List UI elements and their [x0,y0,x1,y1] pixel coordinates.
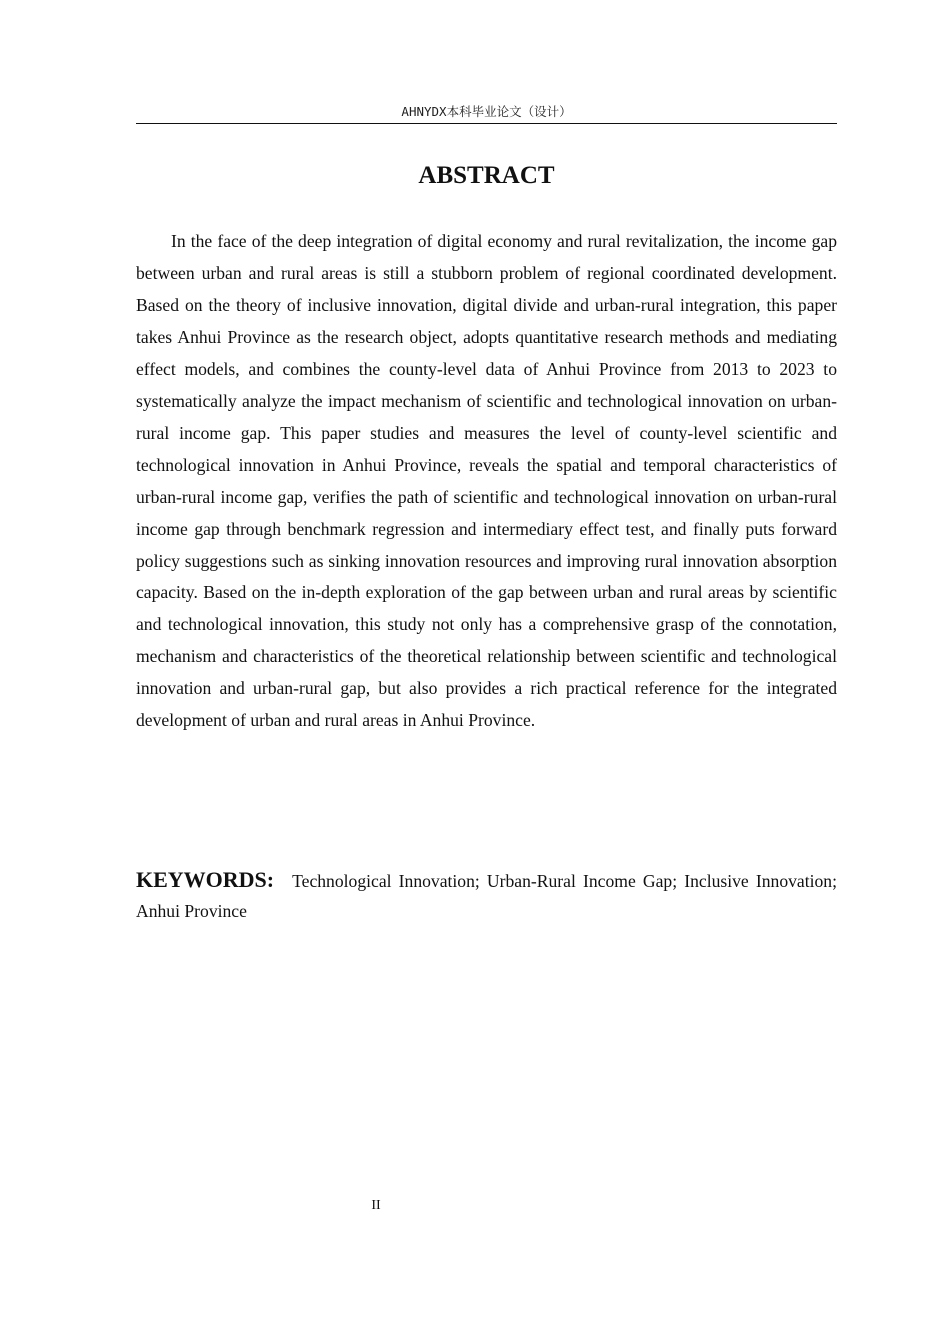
keywords-label: KEYWORDS: [136,867,275,892]
abstract-heading: ABSTRACT [418,162,555,189]
keywords-text: Technological Innovation; Urban-Rural Income Gap; Inclusive Innovation; Anhui Province [136,871,837,921]
running-header: AHNYDX本科毕业论文（设计） [136,103,837,124]
abstract-body: In the face of the deep integration of digital economy and rural revitalization, the income gap between urban and rural areas is still a stubborn problem of regional coordinated development. Based on the theory of inclusive innovation, digital divide and urban-rural integration, this paper takes Anhui Province as the research object, adopts quantitative research methods and mediating effect models, and combines the county-level data of Anhui Province from 2013 to 2023 to systematically analyze the impact mechanism of scientific and technological innovation on urban-rural income gap. This paper studies and measures the level of county-level scientific and technological innovation in Anhui Province, reveals the spatial and temporal characteristics of urban-rural income gap, verifies the path of scientific and technological innovation on urban-rural income gap through benchmark regression and intermediary effect test, and finally puts forward policy suggestions such as sinking innovation resources and improving rural innovation absorption capacity. Based on the in-depth exploration of the gap between urban and rural areas by scientific and technological innovation, this study not only has a comprehensive grasp of the connotation, mechanism and characteristics of the theoretical relationship between scientific and technological innovation and urban-rural gap, but also provides a rich practical reference for the integrated development of urban and rural areas in Anhui Province. [136,231,837,731]
page-number: II [371,1198,381,1213]
keywords-paragraph [136,865,837,926]
